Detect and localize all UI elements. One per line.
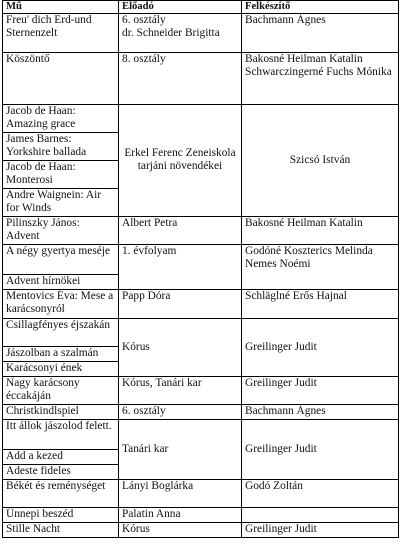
work-cell: Köszöntő bbox=[3, 53, 119, 105]
work-cell: Andre Waignein: Air for Winds bbox=[3, 189, 119, 217]
teacher-cell: Bachmann Ágnes bbox=[242, 14, 399, 53]
performer-cell: Lányi Boglárka bbox=[119, 480, 242, 508]
performer-cell: Kórus bbox=[119, 319, 242, 377]
work-cell: Pilinszky János: Advent bbox=[3, 217, 119, 245]
teacher-cell: Bachmann Ágnes bbox=[242, 405, 399, 420]
performer-cell: Erkel Ferenc Zeneiskola tarjáni növendékei bbox=[119, 105, 242, 217]
work-cell: Jacob de Haan: Amazing grace bbox=[3, 105, 119, 133]
performer-cell: Palatin Anna bbox=[119, 508, 242, 523]
performer-cell: 8. osztály bbox=[119, 53, 242, 105]
work-cell: Nagy karácsony éccakáján bbox=[3, 377, 119, 405]
work-cell: Ünnepi beszéd bbox=[3, 508, 119, 523]
table-row bbox=[3, 53, 399, 105]
teacher-cell: Godóné Koszterics Melinda Nemes Noémi bbox=[242, 245, 399, 290]
table-row bbox=[3, 105, 399, 133]
work-cell: Adeste fideles bbox=[3, 465, 119, 480]
work-cell: Itt állok jászolod felett. bbox=[3, 420, 119, 450]
table-row bbox=[3, 405, 399, 420]
performer-cell: Kórus bbox=[119, 523, 242, 538]
table-row bbox=[3, 290, 399, 319]
work-cell: Christkindlspiel bbox=[3, 405, 119, 420]
header-performer: Előadó bbox=[119, 1, 242, 14]
teacher-cell: Szicsó István bbox=[242, 105, 399, 217]
table-row bbox=[3, 480, 399, 508]
work-cell: Advent hírnökei bbox=[3, 275, 119, 290]
table-row bbox=[3, 508, 399, 523]
header-row bbox=[3, 1, 399, 14]
work-cell: Csillagfényes éjszakán bbox=[3, 319, 119, 347]
teacher-cell bbox=[242, 508, 399, 523]
performer-cell: Kórus, Tanári kar bbox=[119, 377, 242, 405]
program-table bbox=[2, 0, 399, 538]
performer-cell: 1. évfolyam bbox=[119, 245, 242, 290]
table-row bbox=[3, 245, 399, 275]
teacher-cell: Greilinger Judit bbox=[242, 523, 399, 538]
teacher-cell: Bakosné Heilman Katalin Schwarczingerné Fuchs Mónika bbox=[242, 53, 399, 105]
table-row bbox=[3, 377, 399, 405]
work-cell: Karácsonyi ének bbox=[3, 362, 119, 377]
table-row bbox=[3, 523, 399, 538]
table-row bbox=[3, 217, 399, 245]
teacher-cell: Greilinger Judit bbox=[242, 377, 399, 405]
teacher-cell: Godó Zoltán bbox=[242, 480, 399, 508]
header-work: Mű bbox=[3, 1, 119, 14]
performer-cell: 6. osztály bbox=[119, 405, 242, 420]
work-cell: Add a kezed bbox=[3, 450, 119, 465]
table-row bbox=[3, 319, 399, 347]
teacher-cell: Bakosné Heilman Katalin bbox=[242, 217, 399, 245]
teacher-cell: Greilinger Judit bbox=[242, 420, 399, 480]
performer-cell: Albert Petra bbox=[119, 217, 242, 245]
teacher-cell: Greilinger Judit bbox=[242, 319, 399, 377]
work-cell: Jászolban a szalmán bbox=[3, 347, 119, 362]
performer-cell: 6. osztály dr. Schneider Brigitta bbox=[119, 14, 242, 53]
work-cell: Jacob de Haan: Monterosi bbox=[3, 161, 119, 189]
work-cell: James Barnes: Yorkshire ballada bbox=[3, 133, 119, 161]
work-cell: Békét és reménységet bbox=[3, 480, 119, 508]
work-cell: Freu' dich Erd-und Sternenzelt bbox=[3, 14, 119, 53]
work-cell: A négy gyertya meséje bbox=[3, 245, 119, 275]
performer-cell: Papp Dóra bbox=[119, 290, 242, 319]
header-teacher: Felkészítő bbox=[242, 1, 399, 14]
table-row bbox=[3, 420, 399, 450]
teacher-cell: Schläglné Erős Hajnal bbox=[242, 290, 399, 319]
performer-cell: Tanári kar bbox=[119, 420, 242, 480]
work-cell: Stille Nacht bbox=[3, 523, 119, 538]
table-row bbox=[3, 14, 399, 53]
work-cell: Mentovics Éva: Mese a karácsonyról bbox=[3, 290, 119, 319]
